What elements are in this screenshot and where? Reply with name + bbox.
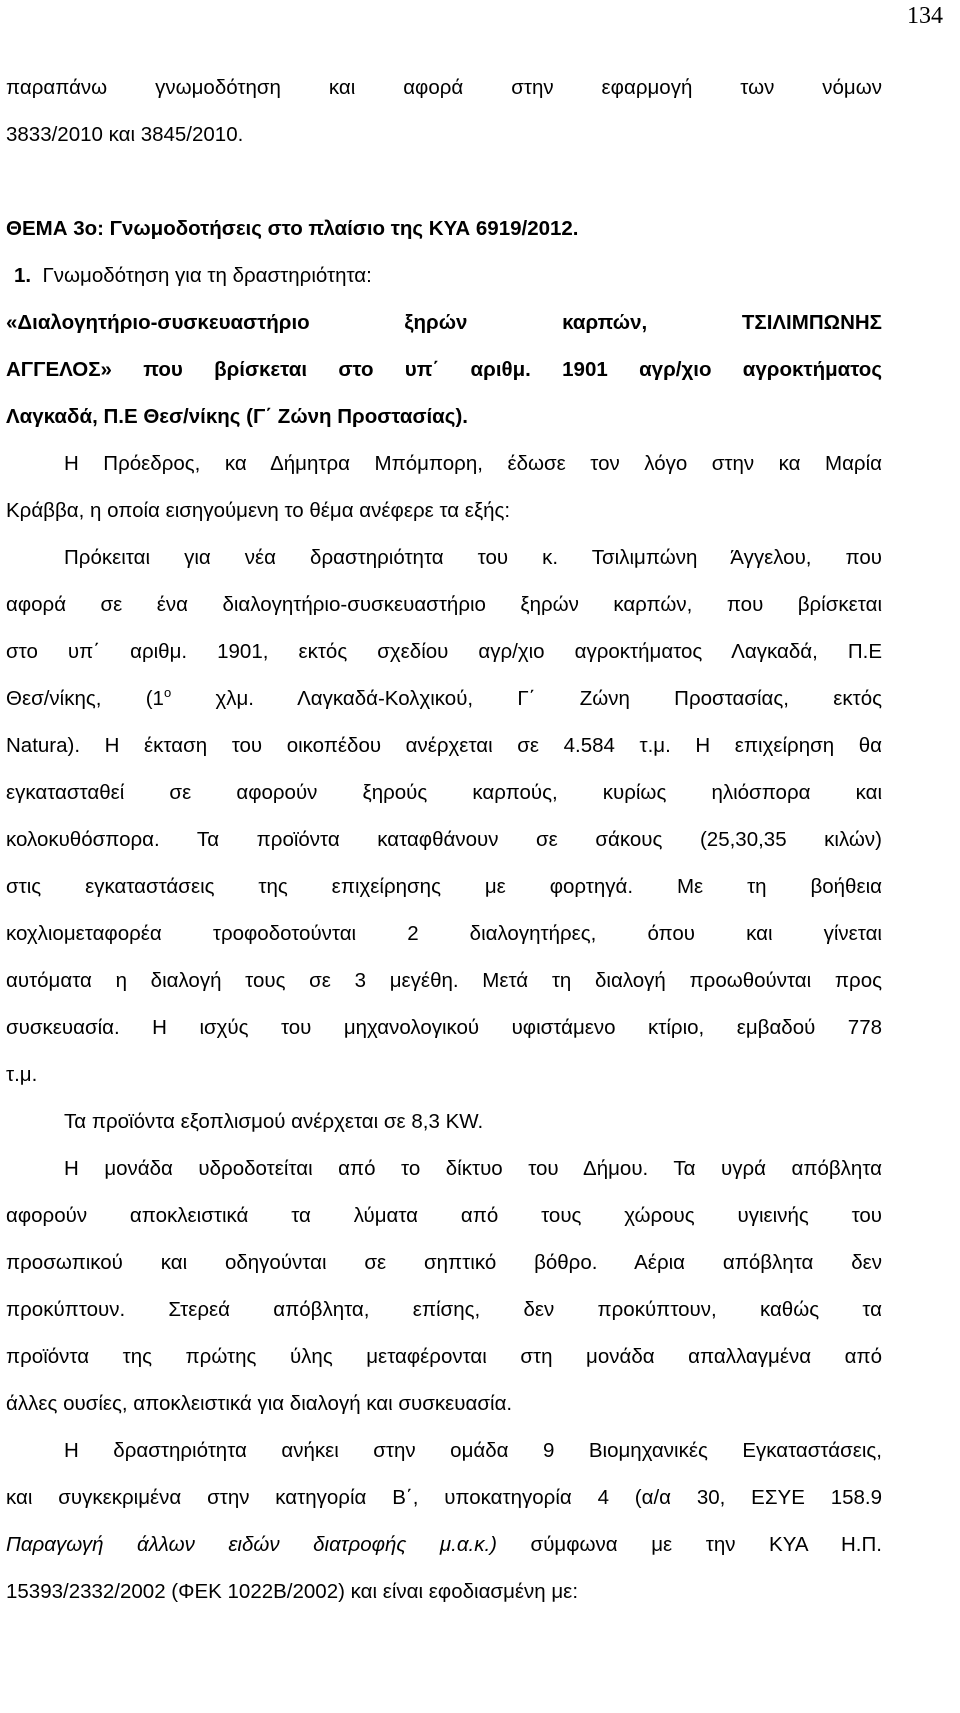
paragraph-line: κολοκυθόσπορα. Τα προϊόντα καταφθάνουν σε σάκους (25,30,35 κιλών) — [6, 828, 882, 851]
paragraph-line: Κράββα, η οποία εισηγούμενη το θέμα ανέφερε τα εξής: — [6, 499, 511, 522]
paragraph-line: και συγκεκριμένα στην κατηγορία Β΄, υποκατηγορία 4 (α/α 30, ΕΣΥΕ 158.9 — [6, 1486, 882, 1509]
intro-line: 3833/2010 και 3845/2010. — [6, 123, 244, 146]
paragraph-line: 15393/2332/2002 (ΦΕΚ 1022Β/2002) και είναι εφοδιασμένη με: — [6, 1580, 579, 1603]
superscript: ο — [163, 685, 172, 701]
italic-fragment: Παραγωγή άλλων ειδών διατροφής μ.α.κ.) — [6, 1533, 497, 1556]
document-body — [6, 64, 882, 1615]
item-heading-line: «Διαλογητήριο-συσκευαστήριο ξηρών καρπών, ΤΣΙΛΙΜΠΩΝΗΣ — [6, 311, 882, 334]
paragraph-line: Η μονάδα υδροδοτείται από το δίκτυο του Δήμου. Τα υγρά απόβλητα — [64, 1157, 882, 1180]
paragraph-line: στο υπ΄ αριθμ. 1901, εκτός σχεδίου αγρ/χιο αγροκτήματος Λαγκαδά, Π.Ε — [6, 640, 882, 663]
item-heading-line: ΑΓΓΕΛΟΣ» που βρίσκεται στο υπ΄ αριθμ. 1901 αγρ/χιο αγροκτήματος — [6, 358, 882, 381]
paragraph-line: Natura). Η έκταση του οικοπέδου ανέρχεται σε 4.584 τ.μ. Η επιχείρηση θα — [6, 734, 882, 757]
paragraph-line: στις εγκαταστάσεις της επιχείρησης με φορτηγά. Με τη βοήθεια — [6, 875, 882, 898]
paragraph-line: αφορά σε ένα διαλογητήριο-συσκευαστήριο ξηρών καρπών, που βρίσκεται — [6, 593, 882, 616]
text-fragment: σύμφωνα με την ΚΥΑ Η.Π. — [496, 1533, 882, 1556]
paragraph-line: κοχλιομεταφορέα τροφοδοτούνται 2 διαλογητήρες, όπου και γίνεται — [6, 922, 882, 945]
paragraph-line: προσωπικού και οδηγούνται σε σηπτικό βόθρο. Αέρια απόβλητα δεν — [6, 1251, 882, 1274]
paragraph-line: προκύπτουν. Στερεά απόβλητα, επίσης, δεν προκύπτουν, καθώς τα — [6, 1298, 882, 1321]
topic-title: ΘΕΜΑ 3ο: Γνωμοδοτήσεις στο πλαίσιο της ΚΥΑ 6919/2012. — [6, 217, 579, 240]
paragraph-line: άλλες ουσίες, αποκλειστικά για διαλογή και συσκευασία. — [6, 1392, 513, 1415]
text-fragment: χλμ. Λαγκαδά-Κολχικού, Γ΄ Ζώνη Προστασίας, εκτός — [171, 687, 882, 710]
paragraph-line — [6, 1521, 882, 1568]
item-heading-text: Γνωμοδότηση για τη δραστηριότητα: — [42, 264, 372, 287]
paragraph-line: Πρόκειται για νέα δραστηριότητα του κ. Τσιλιμπώνη Άγγελου, που — [64, 546, 882, 569]
page-number: 134 — [907, 3, 943, 29]
paragraph-line — [6, 675, 882, 722]
item-heading — [6, 252, 882, 299]
paragraph-line: προϊόντα της πρώτης ύλης μεταφέρονται στη μονάδα απαλλαγμένα από — [6, 1345, 882, 1368]
paragraph-line: αφορούν αποκλειστικά τα λύματα από τους χώρους υγιεινής του — [6, 1204, 882, 1227]
spacer — [6, 158, 882, 205]
paragraph-line: τ.μ. — [6, 1063, 38, 1086]
paragraph-line: εγκατασταθεί σε αφορούν ξηρούς καρπούς, κυρίως ηλιόσπορα και — [6, 781, 882, 804]
paragraph-line: Η δραστηριότητα ανήκει στην ομάδα 9 Βιομηχανικές Εγκαταστάσεις, — [64, 1439, 882, 1462]
paragraph-line: Τα προϊόντα εξοπλισμού ανέρχεται σε 8,3 KW. — [64, 1110, 484, 1133]
paragraph-line: αυτόματα η διαλογή τους σε 3 μεγέθη. Μετά τη διαλογή προωθούνται προς — [6, 969, 882, 992]
item-number: 1. — [14, 264, 32, 287]
intro-line: παραπάνω γνωμοδότηση και αφορά στην εφαρμογή των νόμων — [6, 76, 882, 99]
paragraph-line: Η Πρόεδρος, κα Δήμητρα Μπόμπορη, έδωσε τον λόγο στην κα Μαρία — [64, 452, 882, 475]
paragraph-line: συσκευασία. Η ισχύς του μηχανολογικού υφιστάμενο κτίριο, εμβαδού 778 — [6, 1016, 882, 1039]
item-heading-line: Λαγκαδά, Π.Ε Θεσ/νίκης (Γ΄ Ζώνη Προστασίας). — [6, 405, 468, 428]
text-fragment: Θεσ/νίκης, (1 — [6, 687, 164, 710]
